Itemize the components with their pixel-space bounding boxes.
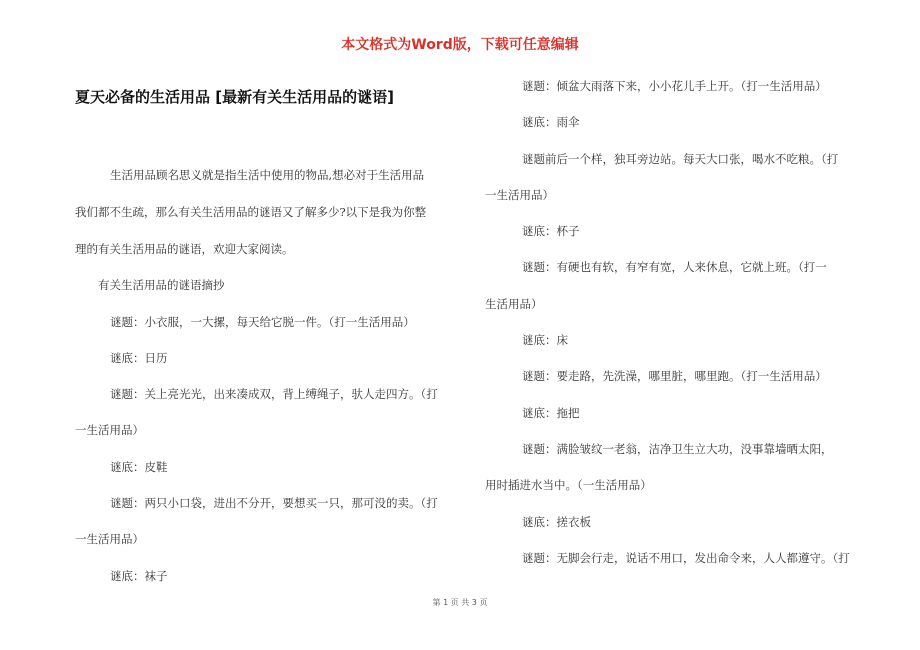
riddle-answer: 谜底：杯子 <box>522 224 580 238</box>
riddle-answer: 谜底：皮鞋 <box>110 460 168 474</box>
riddle-question: 谜题：关上亮光光，出来凑成双，背上缚绳子，驮人走四方。（打 <box>110 387 438 401</box>
riddle-question: 谜题：要走路，先洗澡，哪里脏，哪里跑。（打一生活用品） <box>522 369 827 383</box>
riddle-question-cont: 一生活用品） <box>75 423 144 437</box>
riddle-question-cont: 一生活用品） <box>485 188 554 202</box>
riddle-question: 谜题：倾盆大雨落下来，小小花儿手上开。（打一生活用品） <box>522 79 827 93</box>
paragraph-line: 理的有关生活用品的谜语，欢迎大家阅读。 <box>75 242 294 256</box>
word-format-banner: 本文格式为Word版，下载可任意编辑 <box>341 37 579 53</box>
riddle-answer: 谜底：雨伞 <box>522 115 580 129</box>
riddle-answer: 谜底：袜子 <box>110 569 168 583</box>
section-heading: 有关生活用品的谜语摘抄 <box>98 278 225 292</box>
riddle-answer: 谜底：床 <box>522 333 568 347</box>
riddle-question: 谜题前后一个样，独耳旁边站。每天大口张，喝水不吃粮。（打 <box>522 152 839 166</box>
riddle-question: 谜题：两只小口袋，进出不分开，要想买一只，那可没的卖。（打 <box>110 496 438 510</box>
riddle-answer: 谜底：拖把 <box>522 406 580 420</box>
riddle-question: 谜题：无脚会行走，说话不用口，发出命令来，人人都遵守。（打 <box>522 551 850 565</box>
riddle-question-cont: 用时插进水当中。（一生活用品） <box>485 478 652 492</box>
riddle-question-cont: 一生活用品） <box>75 532 144 546</box>
riddle-question: 谜题：满脸皱纹一老翁，洁净卫生立大功，没事靠墙晒太阳， <box>522 442 833 456</box>
paragraph-line: 我们都不生疏，那么有关生活用品的谜语又了解多少?以下是我为你整 <box>75 205 427 219</box>
riddle-question: 谜题：小衣服，一大摞，每天给它脱一件。（打一生活用品） <box>110 315 415 329</box>
page-number-footer: 第 1 页 共 3 页 <box>432 598 488 607</box>
document-title: 夏天必备的生活用品 [最新有关生活用品的谜语] <box>75 88 394 106</box>
riddle-question: 谜题：有硬也有软，有窄有宽，人来休息，它就上班。（打一 <box>522 260 827 274</box>
riddle-question-cont: 生活用品） <box>485 297 543 311</box>
paragraph-line: 生活用品顾名思义就是指生活中使用的物品,想必对于生活用品 <box>110 168 425 182</box>
riddle-answer: 谜底：日历 <box>110 351 168 365</box>
riddle-answer: 谜底：搓衣板 <box>522 515 591 529</box>
